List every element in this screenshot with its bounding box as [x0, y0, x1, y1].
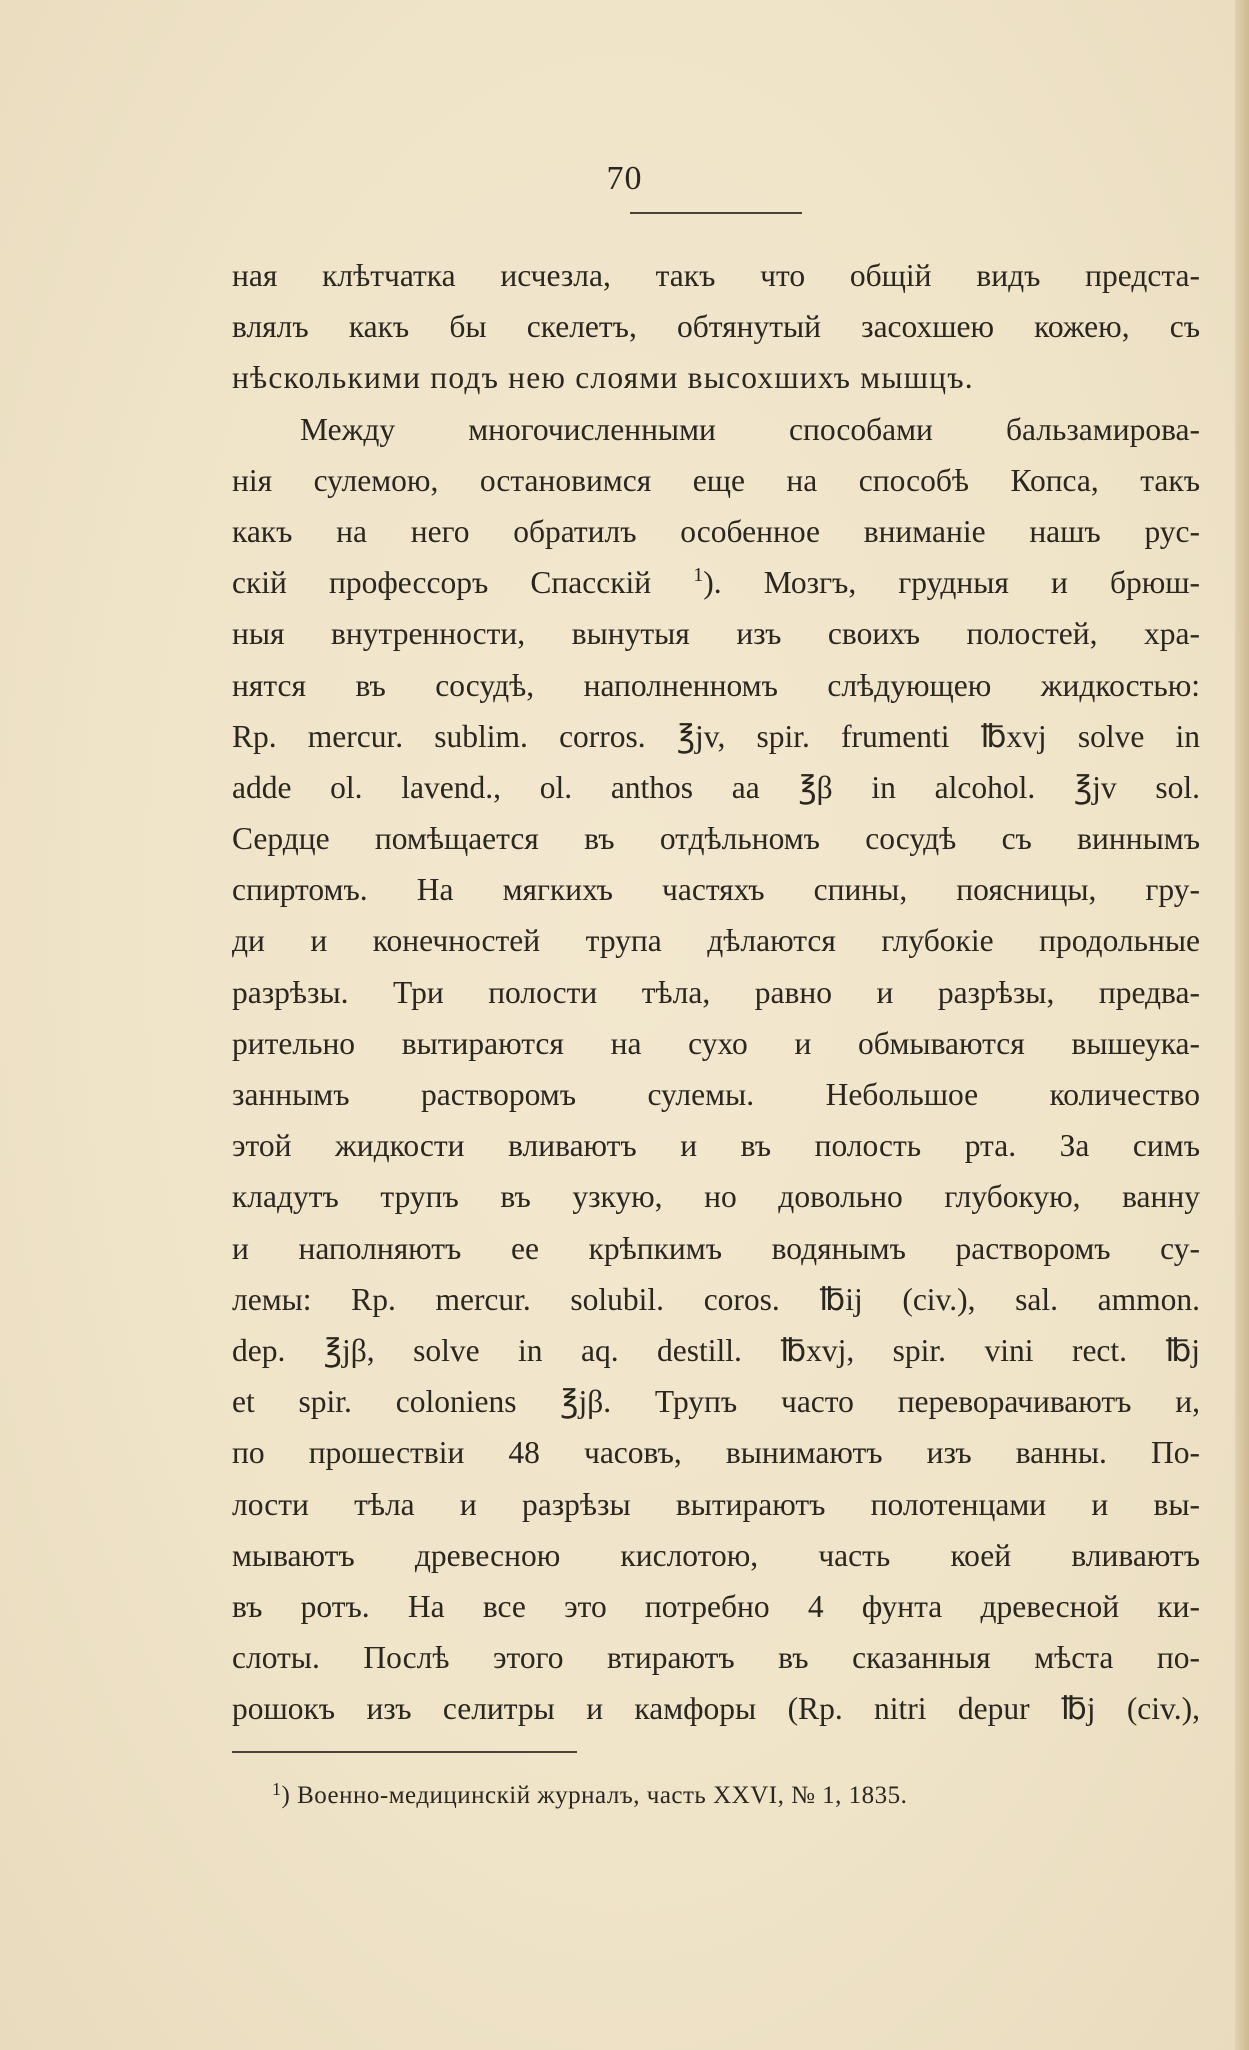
text-line: мываютъ древесною кислотою, часть коей вливаютъ — [232, 1537, 1200, 1573]
footnote-rule — [232, 1751, 577, 1753]
header-rule — [630, 212, 802, 214]
text-line: ди и конечностей трупа дѣлаются глубокіе продольные — [232, 923, 1200, 959]
text-line: разрѣзы. Три полости тѣла, равно и разрѣзы, предва- — [232, 974, 1200, 1010]
recipe-line: рошокъ изъ селитры и камфоры (Rp. nitri depur ℔j (civ.), — [232, 1691, 1200, 1727]
footnote-marker: 1 — [272, 1779, 282, 1799]
recipe-line: et spir. coloniens ℥jβ. Трупъ часто переворачиваютъ и, — [232, 1384, 1200, 1420]
text-line: какъ на него обратилъ особенное вниманіе нашъ рус- — [232, 513, 1200, 549]
recipe-line: Rp. mercur. sublim. corros. ℥jv, spir. frumenti ℔xvj solve in — [232, 718, 1200, 754]
text-line-with-footnote-ref — [232, 557, 1200, 608]
recipe-line: лемы: Rp. mercur. solubil. coros. ℔ij (civ.), sal. ammon. — [232, 1281, 1200, 1317]
footnote — [272, 1779, 908, 1810]
text-line: слоты. Послѣ этого втираютъ въ сказанныя мѣста по- — [232, 1640, 1200, 1676]
text-line: рительно вытираются на сухо и обмываются вышеука- — [232, 1025, 1200, 1061]
paragraph-start-line: Между многочисленными способами бальзамирова- — [300, 411, 1200, 447]
text-line: кладутъ трупъ въ узкую, но довольно глубокую, ванну — [232, 1179, 1200, 1215]
text-line: и наполняютъ ее крѣпкимъ водянымъ растворомъ су- — [232, 1230, 1200, 1266]
text-line: нятся въ сосудѣ, наполненномъ слѣдующею жидкостью: — [232, 667, 1200, 703]
footnote-text: ) Военно-медицинскій журналъ, часть XXVI, № 1, 1835. — [281, 1782, 908, 1809]
text-line: Сердце помѣщается въ отдѣльномъ сосудѣ съ виннымъ — [232, 821, 1200, 857]
text-segment: скій профессоръ Спасскій — [232, 565, 694, 601]
body-text — [232, 250, 1200, 1734]
text-line: спиртомъ. На мягкихъ частяхъ спины, поясницы, гру- — [232, 872, 1200, 908]
text-line: въ ротъ. На все это потребно 4 фунта древесной ки- — [232, 1588, 1200, 1624]
text-line: нія сулемою, остановимся еще на способѣ Копса, такъ — [232, 462, 1200, 498]
recipe-line: adde ol. lavend., ol. anthos aa ℥β in alcohol. ℥jv sol. — [232, 769, 1200, 805]
page-edge — [1235, 0, 1249, 2050]
text-line: по прошествіи 48 часовъ, вынимаютъ изъ ванны. По- — [232, 1435, 1200, 1471]
text-line: ныя внутренности, вынутыя изъ своихъ полостей, хра- — [232, 616, 1200, 652]
text-line: лости тѣла и разрѣзы вытираютъ полотенцами и вы- — [232, 1486, 1200, 1522]
text-line: ная клѣтчатка исчезла, такъ что общій видъ предста- — [232, 258, 1200, 293]
text-line: этой жидкости вливаютъ и въ полость рта. За симъ — [232, 1128, 1200, 1164]
footnote-reference: 1 — [693, 564, 704, 587]
text-line: заннымъ растворомъ сулемы. Небольшое количество — [232, 1077, 1200, 1112]
recipe-line: dep. ℥jβ, solve in aq. destill. ℔xvj, spir. vini rect. ℔j — [232, 1332, 1200, 1368]
page-number: 70 — [606, 160, 643, 197]
text-line: нѣсколькими подъ нею слоями высохшихъ мышцъ. — [232, 360, 974, 396]
text-segment: ). Мозгъ, грудныя и брюш- — [703, 565, 1200, 601]
text-line: влялъ какъ бы скелетъ, обтянутый засохшею кожею, съ — [232, 309, 1200, 345]
